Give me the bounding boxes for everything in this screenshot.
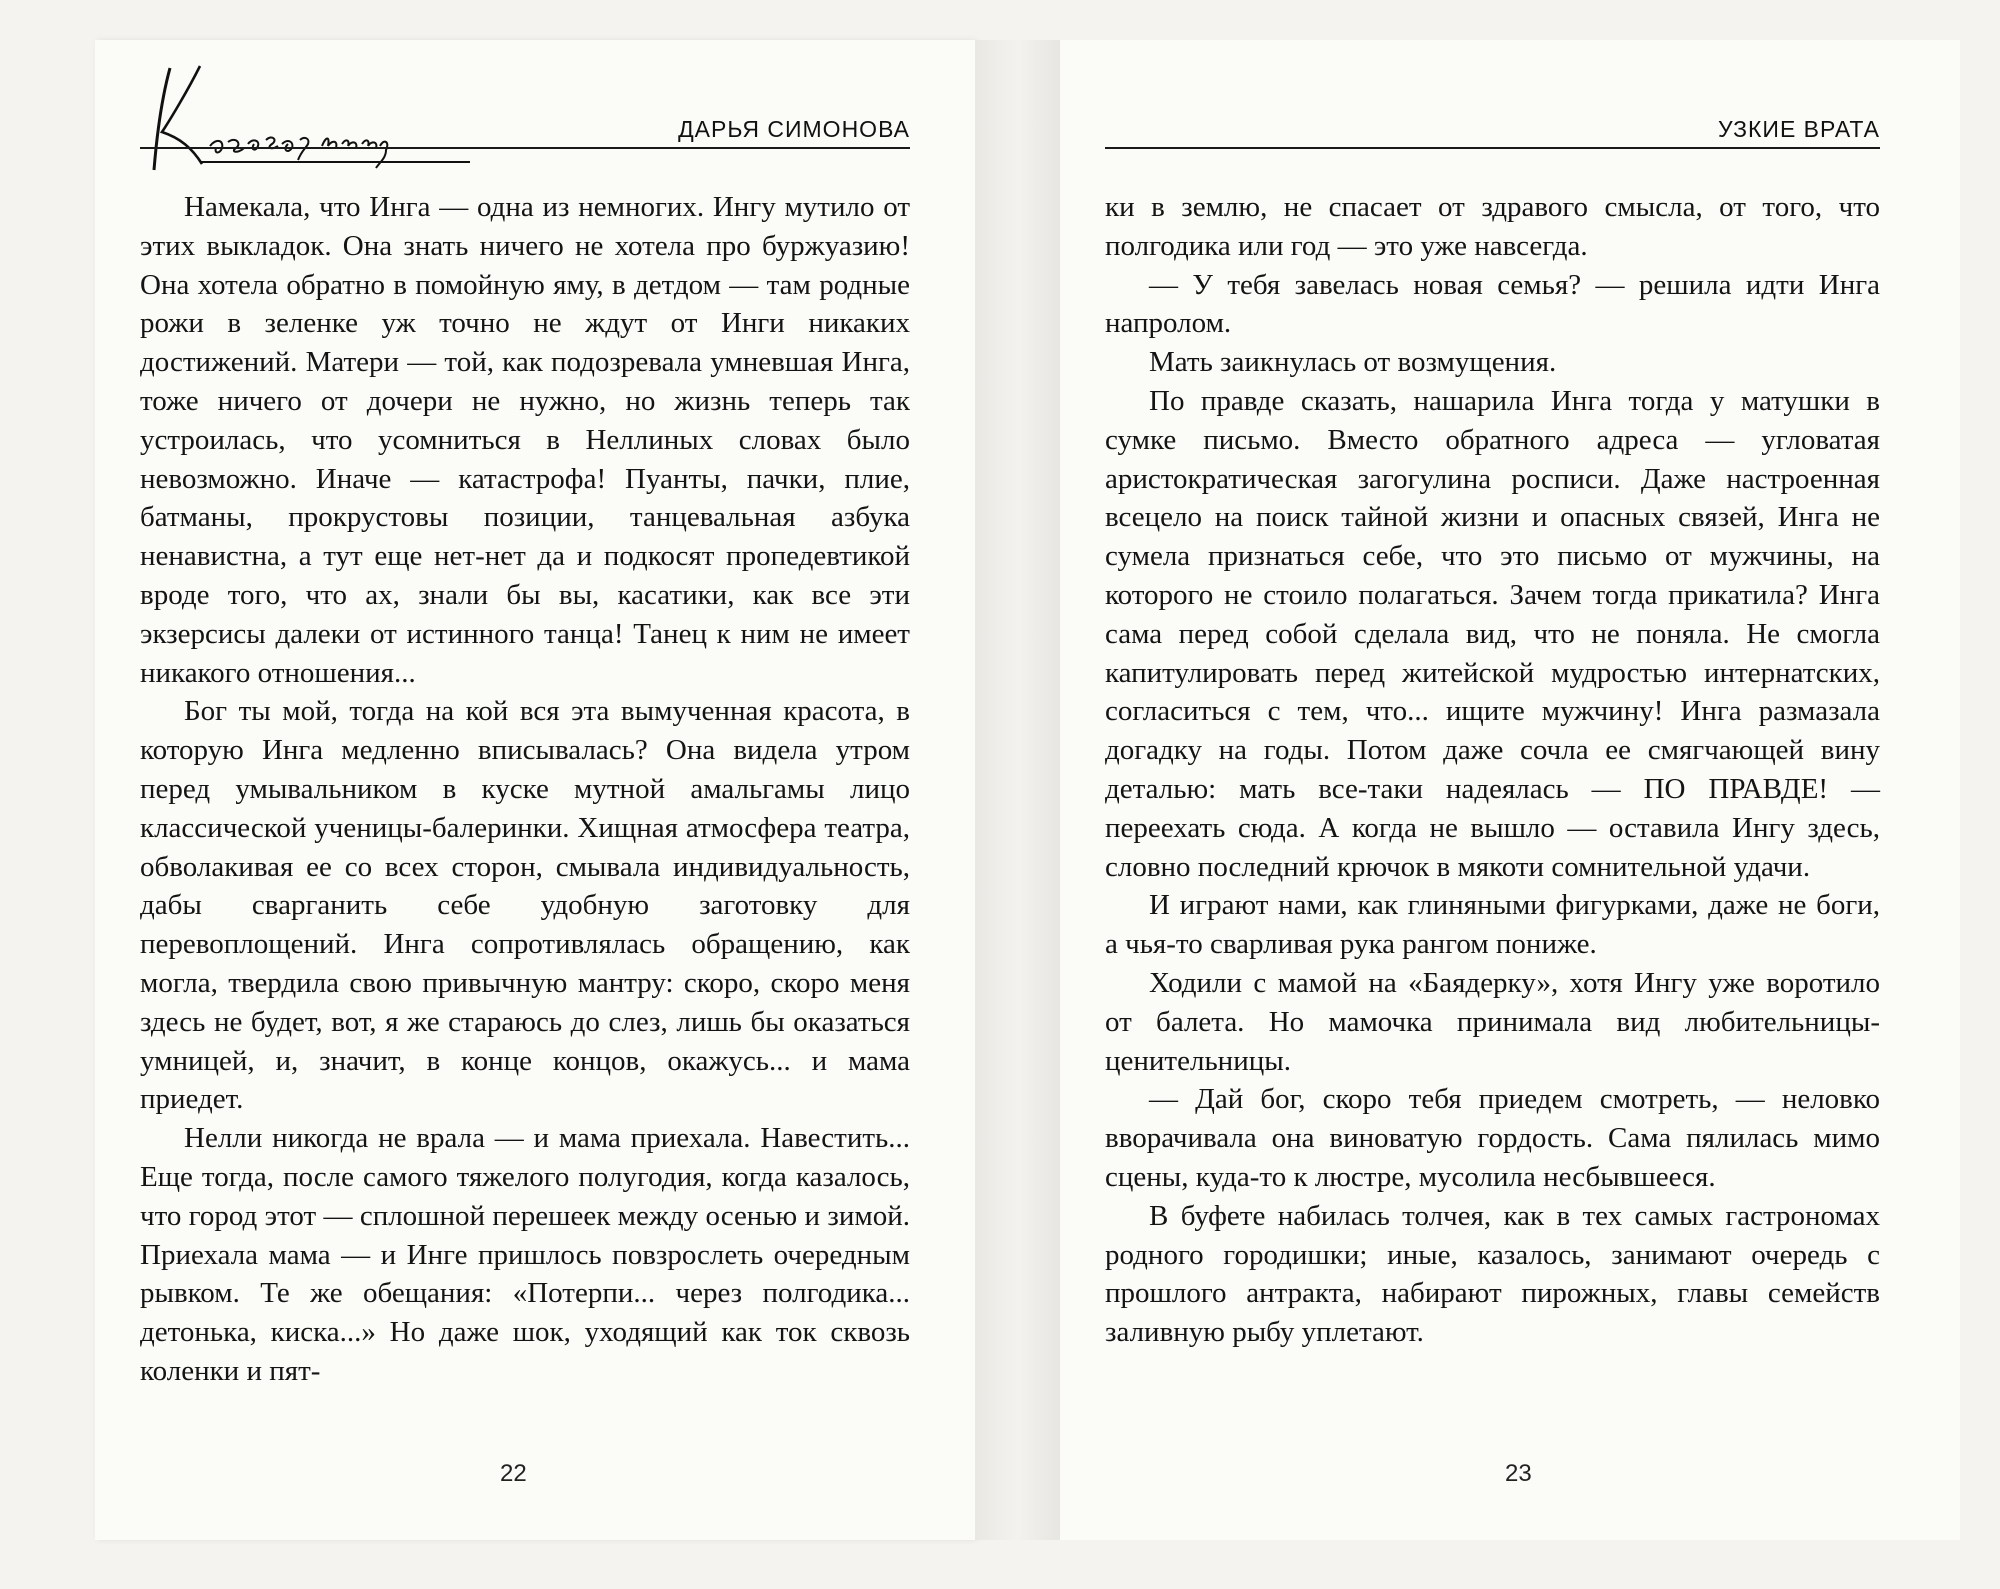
left-header — [140, 95, 910, 149]
paragraph: Ходили с мамой на «Баядерку», хотя Ингу уже воротило от балета. Но мамочка принимала вид любительницы-ценительницы. — [1105, 966, 1880, 1077]
paragraph: В буфете набилась толчея, как в тех самых гастрономах родного городишки; иные, казалось, занимают очередь с прошлого антракта, набирают пирожных, главы семейств заливную рыбу уплетают. — [1105, 1199, 1880, 1349]
running-head-author: ДАРЬЯ СИМОНОВА — [678, 116, 910, 142]
paragraph: По правде сказать, нашарила Инга тогда у матушки в сумке письмо. Вместо обратного адреса — угловатая аристократическая загогулина росписи. Даже настроенная всецело на поиск тайной жизни и опасных связей, Инга не сумела признаться себе, что это письмо от мужчины, на которого не стоило полагаться. Зачем тогда прикатила? Инга сама перед собой сделала вид, что не поняла. Не смогла капитулировать перед житейской мудростью интернатских, согласиться с тем, что... ищите мужчину! Инга размазала догадку на годы. Потом даже сочла ее смягчающей вину деталью: мать все-таки надеялась — ПО ПРАВДЕ! — переехать сюда. А когда не вышло — оставила Ингу здесь, словно последний крючок в мякоти сомнительной удачи. — [1105, 384, 1880, 883]
paragraph: ки в землю, не спасает от здравого смысла, от того, что полгодика или год — это уже навсегда. — [1105, 191, 1880, 262]
paragraph: — Дай бог, скоро тебя приедем смотреть, — неловко вворачивала она виноватую гордость. Сама пялилась мимо сцены, куда-то к люстре, мусолила несбывшееся. — [1105, 1083, 1880, 1193]
running-head-title: УЗКИЕ ВРАТА — [1718, 116, 1880, 142]
paragraph: Мать заикнулась от возмущения. — [1149, 346, 1557, 379]
paragraph: — У тебя завелась новая семья? — решила идти Инга напролом. — [1105, 268, 1880, 340]
right-header — [1105, 95, 1880, 149]
left-page — [95, 40, 975, 1540]
page-number-left: 22 — [500, 1460, 527, 1487]
right-page-text — [1105, 188, 1880, 1352]
paragraph: Нелли никогда не врала — и мама приехала. Навестить... Еще тогда, после самого тяжелого полугодия, когда казалось, что город этот — сплошной перешеек между осенью и зимой. Приехала мама — и Инге пришлось повзрослеть очередным рывком. Те же обещания: «Потерпи... через полгодика... детонька, киска...» Но даже шок, уходящий как ток сквозь коленки и пят- — [140, 1122, 910, 1387]
page-number-right: 23 — [1505, 1460, 1532, 1487]
paragraph: Бог ты мой, тогда на кой вся эта вымученная красота, в которую Инга медленно вписывалась? Она видела утром перед умывальником в куске мутной амальгамы лицо классической ученицы-балеринки. Хищная атмосфера театра, обволакивая ее со всех сторон, смывала индивидуальность, дабы сварганить себе удобную заготовку для перевоплощений. Инга сопротивлялась обращению, как могла, твердила свою привычную мантру: скоро, скоро меня здесь не будет, вот, я же стараюсь до слез, лишь бы оказаться умницей, и, значит, в конце концов, окажусь... и мама приедет. — [140, 695, 910, 1116]
right-page — [1060, 40, 1960, 1540]
book-gutter — [975, 40, 1060, 1540]
paragraph: И играют нами, как глиняными фигурками, даже не боги, а чья-то сварливая рука рангом пониже. — [1105, 889, 1880, 961]
left-page-text — [140, 188, 910, 1391]
paragraph: Намекала, что Инга — одна из немногих. Ингу мутило от этих выкладок. Она знать ничего не хотела про буржуазию! Она хотела обратно в помойную яму, в детдом — там родные рожи в зеленке уж точно не ждут от Инги никаких достижений. Матери — той, как подозревала умневшая Инга, тоже ничего от дочери не нужно, но жизнь теперь так устроилась, что усомниться в Неллиных словах было невозможно. Иначе — катастрофа! Пуанты, пачки, плие, батманы, прокрустовы позиции, танцевальная азбука ненавистна, а тут еще нет-нет да и подкосят пропедевтикой вроде того, что ах, знали бы вы, касатики, как все эти экзерсисы далеки от истинного танца! Танец к ним не имеет никакого отношения... — [140, 191, 910, 689]
